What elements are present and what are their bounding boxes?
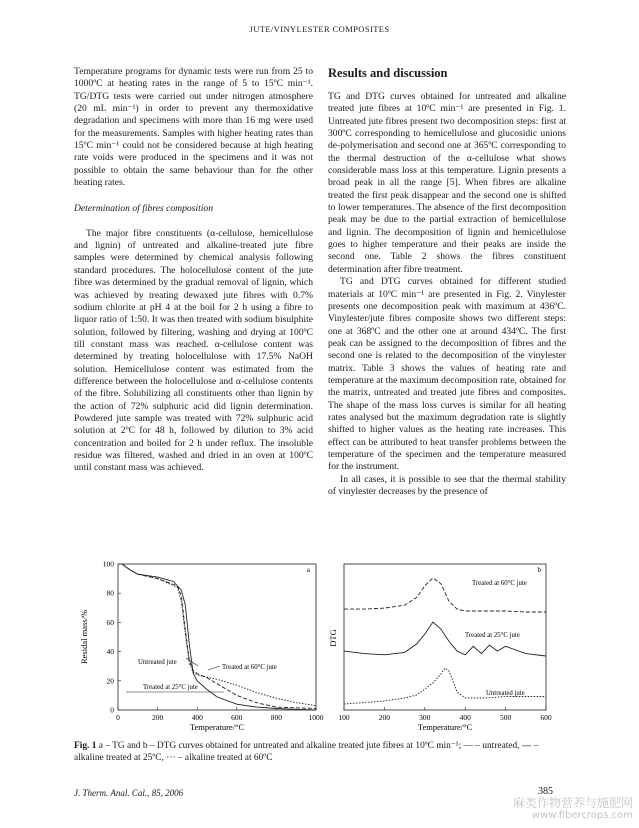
panel-a-ytick-label: 0 [110,705,114,715]
legend-untreated-b: Untreated jute [486,690,525,697]
panel-a-xtick-label: 400 [191,713,203,722]
panel-b-xticks [338,707,552,722]
legend-treated25-b: Treated at 25°C jute [465,632,520,639]
panel-a-ytick-label: 20 [106,676,114,686]
journal-citation: J. Therm. Anal. Cal., 85, 2006 [74,788,184,798]
watermark-title: 麻类作物营养与施肥网 [512,796,633,810]
panel-a [79,560,324,733]
section-subheading: Determination of fibres composition [74,203,214,215]
panel-b-xtick-label: 500 [499,713,512,722]
panel-a-ytick-label: 40 [106,647,114,657]
panel-b-xtick-label: 600 [540,713,552,722]
page-number: 385 [538,786,553,797]
paragraph: In all cases, it is possible to see that the thermal stability of vinylester decreases by the presence of [328,473,566,497]
paragraph: TG and DTG curves obtained for untreated and alkaline treated jute fibres at 10ºC min⁻¹ are presented in Fig. 1. Untreated jute fibres present two decomposition steps: first at 300ºC corresponding to hemicellulose and glucosidic unions de-polymerisation and second one at 365ºC corresponding to the thermal destruction of the α-cellulose what shows considerable mass loss at this temperature. Lignin presents a broad peak in all the range [5]. When fibres are alkaline treated the first peak disappear and the second one is shifted to lower temperatures. The absence of the first decomposition peak may be due to the partial extraction of hemicellulose and lignin. The decomposition of lignin and hemicellulose goes to higher temperature and their peaks are inside the second one. Table 2 shows the fibres constituent determination after fibre treatment. [328,91,566,275]
panel-b-label: b [537,566,541,574]
paragraph: TG and DTG curves obtained for different studied materials at 10ºC min⁻¹ are presented in Fig. 2. Vinylester presents one decomposition peak with maximum at 436ºC. Vinylester/jute fibres composite shows two different steps: one at 368ºC and the other one at around 434ºC. The first peak can be assigned to the decomposition of fibres and the second one is related to the decomposition of the vinylester matrix. Table 3 shows the values of heating rate and temperature at the maximum decomposition rate, obtained for the matrix, untreated and treated jute fibres and composites. The shape of the mass loss curves is similar for all heating rates analysed but the maximum degradation rate is slightly shifted to higher values as the heating rate increases. This effect can be attributed to heat transfer problems between the temperature of the specimen and the temperature measured for the instrument. [328,276,566,473]
panel-b-xtick-label: 300 [419,713,431,722]
panel-a-xtick-label: 0 [116,713,120,722]
caption-label: Fig. 1 [74,741,97,751]
right-column [328,66,566,498]
running-header: JUTE/VINYLESTER COMPOSITES [249,24,390,34]
pointer-treated60 [208,666,220,670]
panel-b-xtick-label: 200 [378,713,391,722]
figure-1 [74,556,566,736]
panel-a-ylabel: Residal mass/% [79,609,89,665]
panel-a-xlabel: Temperature/°C [189,722,245,732]
panel-b-xtick-label: 100 [338,713,350,722]
panel-b-xlabel: Temperature/°C [417,722,473,732]
panel-b-xtick-label: 400 [459,713,471,722]
legend-treated60-a: Treated at 60°C jute [222,664,277,671]
legend-treated60-b: Treated at 60°C jute [472,580,527,587]
panel-a-ytick-label: 100 [102,559,114,569]
watermark-url: www.fibercrops.com [531,810,633,821]
panel-b [328,564,552,732]
paragraph: The major fibre constituents (α-cellulose, hemicellulose and lignin) of untreated and alkaline-treated jute fibre samples were determined by chemical analysis following standard procedures. The holocellulose content of the jute fibre was determined by the gradual removal of lignin, which was achieved by treating dewaxed jute fibres with 0.7% sodium chlorite at pH 4 at the boil for 2 h using a fibre to liquor ratio of 1:50. It was then treated with sodium bisulphite solution, followed by filtering, washing and drying at 100ºC till constant mass was reached. α-cellulose content was determined by treating holocellulose with 17.5% NaOH solution. Hemicellulose content was estimated from the difference between the holocellulose and α-cellulose contents of the fibre. Solubilizing all constituents other than lignin by the action of 72% sulphuric acid did lignin determination. Powdered jute sample was treated with 72% sulphuric acid solution at 2ºC for 48 h, followed by dilution to 3% acid concentration and boiled for 2 h under reflux. The insoluble residue was filtered, washed and dried in an oven at 100ºC until constant mass was achieved. [74,227,313,474]
panel-a-label: a [306,566,310,574]
panel-b-series-line [344,668,546,704]
panel-b-series-line [344,622,546,656]
figure-svg [74,556,566,736]
left-column [74,66,313,475]
panel-a-ytick-label: 80 [106,588,114,598]
figure-caption [74,740,566,765]
caption-text: a – TG and b – DTG curves obtained for untreated and alkaline treated jute fibres at 10ºC min⁻¹; –– – untreated, --- – alkaline treated at 25ºC, ··· – alkaline treated at 60ºC [74,741,539,764]
panel-a-xtick-label: 600 [231,713,243,722]
paragraph: Temperature programs for dynamic tests were run from 25 to 1000ºC at heating rates in the range of 5 to 15ºC min⁻¹. TG/DTG tests were carried out under nitrogen atmosphere (20 mL min⁻¹) in order to prevent any thermoxidative degradation and specimens with more than 16 mg were used for the measurements. Samples with higher heating rates than 15ºC min⁻¹ could not be considered because at high heating rate voids were produced in the specimens and it was not possible to obtain the same behaviour than for the other heating rates. [74,66,313,189]
panel-a-xtick-label: 1000 [308,713,324,722]
panel-b-series [344,578,546,704]
panel-a-xtick-label: 800 [270,713,283,722]
legend-treated25-a: Treated at 25°C jute [143,684,198,691]
section-heading: Results and discussion [328,66,448,80]
panel-a-xtick-label: 200 [151,713,164,722]
legend-untreated-a: Untreated jute [138,659,177,666]
panel-b-ylabel: DTG [328,629,338,647]
panel-a-ytick-label: 60 [106,617,114,627]
